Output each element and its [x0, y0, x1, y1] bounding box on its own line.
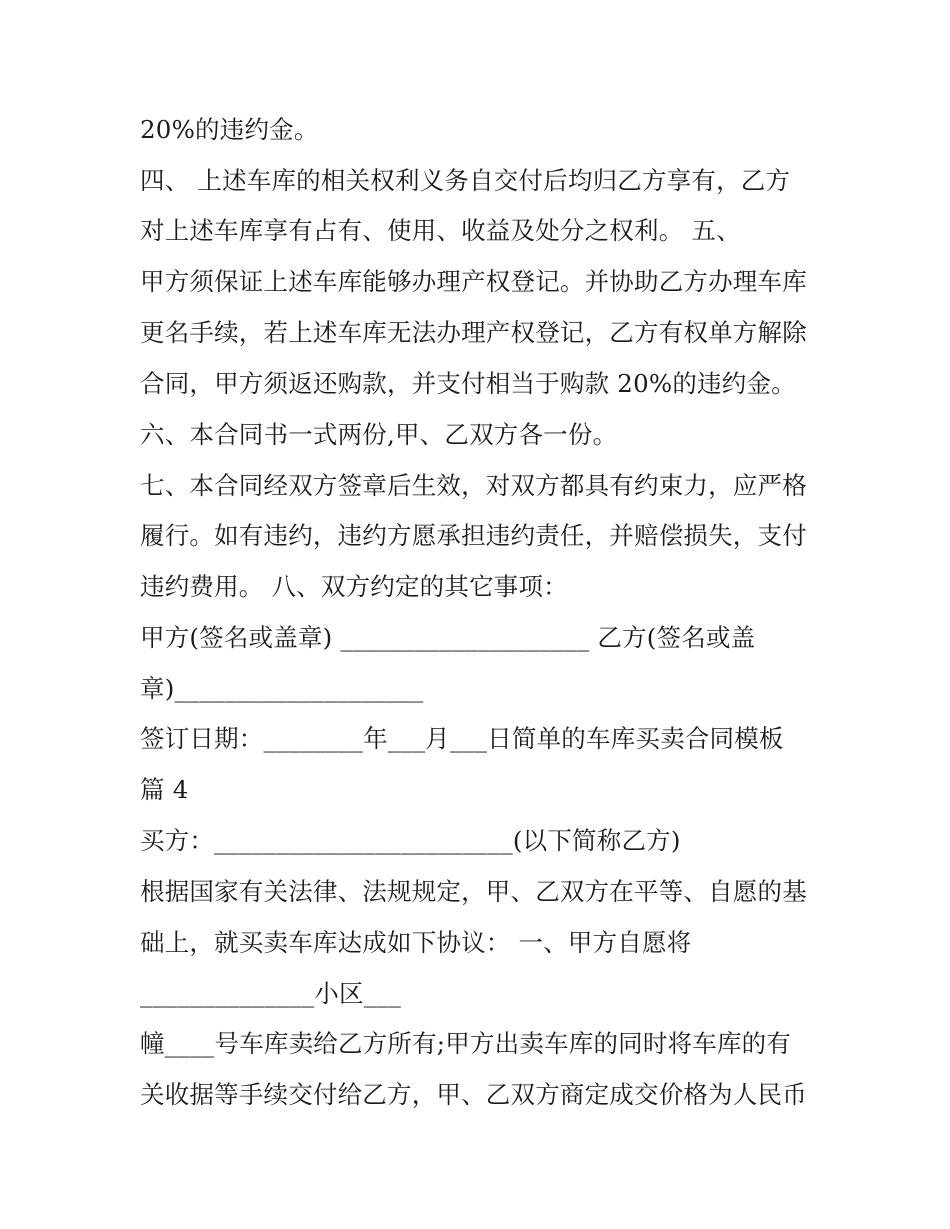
text-line: ______________小区___: [140, 979, 402, 1008]
text-line: 根据国家有关法律、法规规定，甲、乙双方在平等、自愿的基: [140, 877, 807, 906]
text-line: 甲方须保证上述车库能够办理产权登记。并协助乙方办理车库: [140, 267, 807, 296]
text-line: 对上述车库享有占有、使用、收益及处分之权利。 五、: [140, 216, 741, 245]
text-line: 更名手续，若上述车库无法办理产权登记，乙方有权单方解除: [140, 318, 807, 347]
text-line: 七、本合同经双方签章后生效，对双方都具有约束力，应严格: [140, 471, 807, 500]
signing-date-line: 签订日期：________年___月___日简单的车库买卖合同模板: [140, 724, 784, 753]
text-line: 违约费用。 八、双方约定的其它事项：: [140, 572, 568, 601]
signature-line-party-b: 章)____________________: [140, 674, 424, 703]
section-heading: 篇 4: [140, 775, 189, 804]
text-line: 六、本合同书一式两份,甲、乙双方各一份。: [140, 420, 618, 449]
buyer-line: 买方：________________________(以下简称乙方): [140, 826, 681, 855]
text-line: 20%的违约金。: [140, 115, 319, 144]
text-line: 幢____号车库卖给乙方所有;甲方出卖车库的同时将车库的有: [140, 1029, 792, 1058]
text-line: 合同，甲方须返还购款，并支付相当于购款 20%的违约金。: [140, 369, 796, 398]
text-line: 四、 上述车库的相关权利义务自交付后均归乙方享有，乙方: [140, 166, 791, 195]
signature-line-party-a: 甲方(签名或盖章) ____________________ 乙方(签名或盖: [140, 623, 756, 652]
text-line: 关收据等手续交付给乙方，甲、乙双方商定成交价格为人民币: [140, 1080, 807, 1109]
text-line: 履行。如有违约，违约方愿承担违约责任，并赔偿损失，支付: [140, 521, 807, 550]
text-line: 础上，就买卖车库达成如下协议： 一、甲方自愿将: [140, 928, 692, 957]
